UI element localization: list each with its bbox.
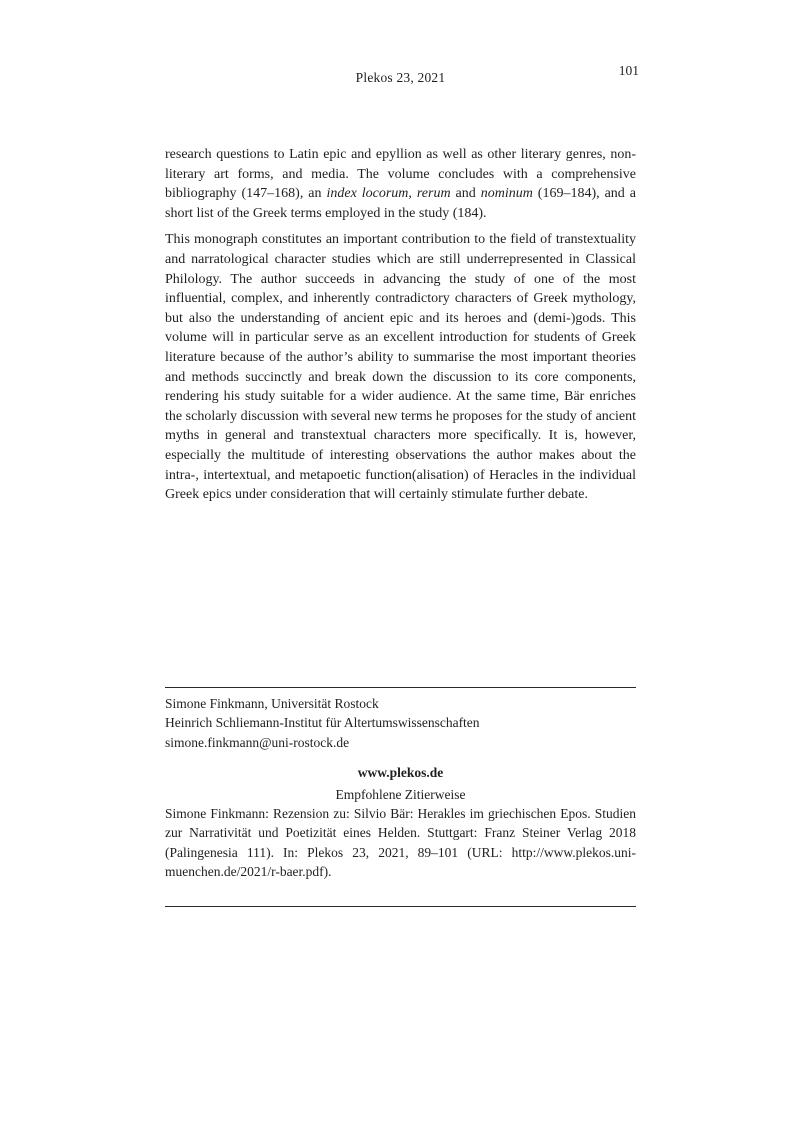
- footer-separator-rule: [165, 687, 636, 688]
- journal-title: Plekos 23, 2021: [355, 70, 446, 85]
- index-terms-italic: index locorum, rerum: [326, 186, 451, 202]
- index-terms-italic: nominum: [480, 186, 533, 202]
- body-text: [165, 145, 636, 505]
- paragraph-text: (169–184), and a short list of the Greek terms employed in the study (184).: [165, 186, 636, 221]
- page-number: 101: [618, 63, 639, 78]
- recommended-citation: Simone Finkmann: Rezension zu: Silvio Bär: Herakles im griechischen Epos. Studien zur Narrativität und Poetizität eines Helden. Stuttgart: Franz Steiner Verlag 2018 (Palingenesia 111). In: Plekos 23, 2021, 89–101 (URL: http://www.plekos.uni-muenchen.de/2021/r-baer.pdf).: [165, 806, 636, 879]
- author-name-affiliation: Simone Finkmann, Universität Rostock: [165, 696, 379, 711]
- journal-website: www.plekos.de: [357, 765, 444, 780]
- bottom-separator-rule: [165, 906, 636, 907]
- paragraph-text: and: [450, 186, 481, 202]
- author-institute: Heinrich Schliemann-Institut für Altertumswissenschaften: [165, 715, 480, 731]
- paragraph-text: research questions to Latin epic and epyllion as well as other literary genres, non-literary art forms, and media. The volume concludes with a comprehensive bibliography (147–168), an: [165, 147, 636, 202]
- body-paragraph-1: [165, 145, 636, 223]
- citation-heading: Empfohlene Zitierweise: [335, 787, 466, 802]
- body-paragraph-2: This monograph constitutes an important contribution to the field of transtextuality and narratological character studies which are still underrepresented in Classical Philology. The author succeeds in advancing the study of one of the most influential, complex, and inherently contradictory characters of Greek mythology, but also the understanding of ancient epic and its heroes and (demi-)gods. This volume will in particular serve as an excellent introduction for students of Greek literature because of the author’s ability to summarise the most important theories and methods succinctly and break down the discussion to its core components, rendering his study suitable for a wider audience. At the same time, Bär enriches the scholarly discussion with several new terms he proposes for the study of ancient myths in general and transtextual characters more specifically. It is, however, especially the multitude of interesting observations the author makes about the intra-, intertextual, and metapoetic function(alisation) of Heracles in the individual Greek epics under consideration that will certainly stimulate further debate.: [165, 232, 636, 503]
- author-email: simone.finkmann@uni-rostock.de: [165, 734, 350, 750]
- author-block: [165, 694, 636, 752]
